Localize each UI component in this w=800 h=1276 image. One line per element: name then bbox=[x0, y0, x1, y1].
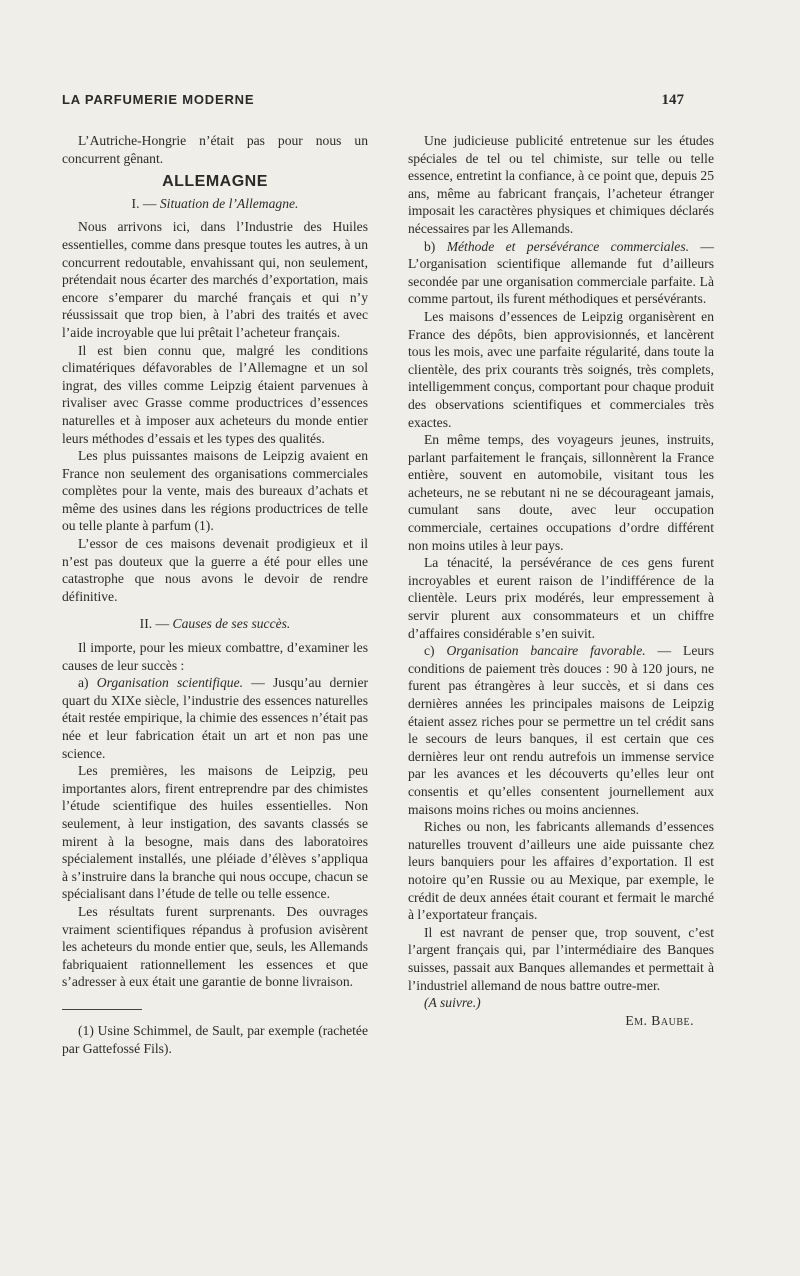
item-label: c) bbox=[424, 643, 435, 659]
item-text: — L’organisation scientifique allemande fut d’ailleurs secondée par une organisation commerciale parfaite. Là comme partout, ils furent méthodiques et persévérants. bbox=[408, 238, 714, 307]
right-column bbox=[408, 132, 714, 1029]
paragraph: Une judicieuse publicité entretenue sur les études spéciales de tel ou tel chimiste, sur telle ou telle essence, entretint la confiance, à ce point que, depuis 25 ans, même au fabricant français, l’acheteur étranger imposait les caractères physiques et chimiques déclarés nécessaires par les Allemands. bbox=[408, 133, 714, 236]
paragraph: Il importe, pour les mieux combattre, d’examiner les causes de leur succès : bbox=[62, 640, 368, 673]
paragraph: Les premières, les maisons de Leipzig, peu importantes alors, firent entreprendre par des chimistes l’étude scientifique des huiles essentielles. Non seulement, à leur instigation, des savants classés se mirent à la besogne, mais dans des laboratoires spécialement installés, une pléiade d’élèves s’appliqua à s’instruire dans la branche qui nous occupe, chacun se spécialisant dans l’étude de telle ou telle essence. bbox=[62, 763, 368, 902]
item-title: Méthode et persévérance commerciales. bbox=[446, 238, 690, 254]
section-title: ALLEMAGNE bbox=[162, 173, 268, 191]
subsection-title: Situation de l’Allemagne. bbox=[159, 195, 299, 211]
paragraph: Les résultats furent surprenants. Des ouvrages vraiment scientifiques répandus à profusion avisèrent les acheteurs du monde entier que, seuls, les Allemands fabriquaient rationnellement les essences et que s’adresser à eux était une garantie de bonne livraison. bbox=[62, 903, 368, 990]
paragraph: Les maisons d’essences de Leipzig organisèrent en France des dépôts, bien approvisionnés, et lancèrent tous les mois, avec une parfaite régularité, dans toute la clientèle, des prix courants très soignés, très complets, intelligemment conçus, comportant pour chaque produit des observations scientifiques et commerciales très exactes. bbox=[408, 308, 714, 430]
subsection-number: I. — bbox=[131, 195, 157, 211]
paragraph: En même temps, des voyageurs jeunes, instruits, parlant parfaitement le français, sillonnèrent la France entière, souvent en automobile, visitant tous les acheteurs, ne se rebutant ni ne se décourageant jamais, cumulant sans doute, avec leur occupation commerciale, certaines occupations d’ordre différent non moins utiles à leur pays. bbox=[408, 432, 714, 553]
to-be-continued-text: (A suivre.) bbox=[424, 995, 481, 1011]
subsection-heading-2 bbox=[62, 615, 368, 633]
subsection-heading-1 bbox=[62, 195, 368, 213]
subsection-number: II. — bbox=[139, 616, 170, 632]
footnote: (1) Usine Schimmel, de Sault, par exemple (rachetée par Gattefossé Fils). bbox=[62, 1022, 368, 1056]
paragraph-c bbox=[408, 642, 714, 818]
paragraph: Les plus puissantes maisons de Leipzig avaient en France non seulement des organisations commerciales complètes pour la vente, mais des bureaux d’achats et même des usines dans les régions productrices de telle ou telle plante à parfum (1). bbox=[62, 448, 368, 534]
journal-title: LA PARFUMERIE MODERNE bbox=[62, 92, 255, 107]
paragraph: La ténacité, la persévérance de ces gens furent incroyables et eurent raison de l’indifférence de la clientèle. Leurs prix modérés, leur empressement à servir plurent aux consommateurs et un chiffre d’affaires considérable s’en suivit. bbox=[408, 555, 714, 641]
item-text: — Leurs conditions de paiement très douces : 90 à 120 jours, ne furent pas étrangères à leur succès, et si dans ces dernières années les principales maisons de Leipzig étaient assez riches pour se permettre un tel crédit sans le secours de leurs banques, il est certain que ces dernières leur ont rendu autrefois un immense service par les avances et les découverts qu’elles leur ont consentis et qu’elles consentent journellement aux maisons moins riches ou moins anciennes. bbox=[408, 643, 714, 817]
author-name: Em. Baube. bbox=[625, 1012, 694, 1028]
item-title: Organisation scientifique. bbox=[96, 675, 244, 691]
intro-paragraph: L’Autriche-Hongrie n’était pas pour nous un concurrent gênant. bbox=[62, 133, 368, 166]
paragraph-a bbox=[62, 674, 368, 762]
paragraph: Nous arrivons ici, dans l’Industrie des Huiles essentielles, comme dans presque toutes les autres, à un concurrent redoutable, envahissant qui, non seulement, prétendait nous écarter des marchés d’exportation, mais encore s’emparer du marché français et qui n’y réussissait que trop bien, à l’abri des traités et avec l’aide incroyable que lui prêtait l’acheteur français. bbox=[62, 219, 368, 340]
paragraph: Il est bien connu que, malgré les conditions climatériques défavorables de l’Allemagne et un sol ingrat, des villes comme Leipzig étaient parvenues à rivaliser avec Grasse comme productrices d’essences naturelles et à imposer aux acheteurs du monde entier leurs méthodes d’essais et les types des qualités. bbox=[62, 342, 368, 446]
left-column bbox=[62, 132, 368, 1057]
item-label: b) bbox=[424, 238, 436, 254]
paragraph: Il est navrant de penser que, trop souvent, c’est l’argent français qui, par l’intermédiaire des Banques suisses, passait aux Banques allemandes et permettait à l’industriel allemand de nous battre outre-mer. bbox=[408, 924, 714, 993]
subsection-title: Causes de ses succès. bbox=[172, 616, 291, 632]
item-title: Organisation bancaire favorable. bbox=[446, 643, 646, 659]
item-label: a) bbox=[78, 675, 89, 691]
paragraph-b bbox=[408, 238, 714, 308]
paragraph: Riches ou non, les fabricants allemands d’essences naturelles trouvent d’ailleurs une aide puissante chez leurs banquiers pour les affaires d’exportation. Il est notoire qu’en Russie ou au Mexique, par exemple, le crédit de deux années était courant et fermait le marché à l’exportateur français. bbox=[408, 819, 714, 923]
footnote-divider bbox=[62, 1009, 142, 1010]
item-text: — Jusqu’au dernier quart du XIXe siècle, l’industrie des essences naturelles était restée empirique, la chimie des essences n’était pas née et leur fabrication était un art et non pas une science. bbox=[62, 675, 369, 761]
page-header bbox=[62, 92, 684, 112]
paragraph: L’essor de ces maisons devenait prodigieux et il n’est pas douteux que la guerre a été pour elles une catastrophe que nous avons le devoir de rendre définitive. bbox=[62, 536, 368, 604]
to-be-continued bbox=[408, 994, 714, 1012]
page-number: 147 bbox=[661, 92, 684, 108]
author-signature bbox=[408, 1012, 714, 1030]
